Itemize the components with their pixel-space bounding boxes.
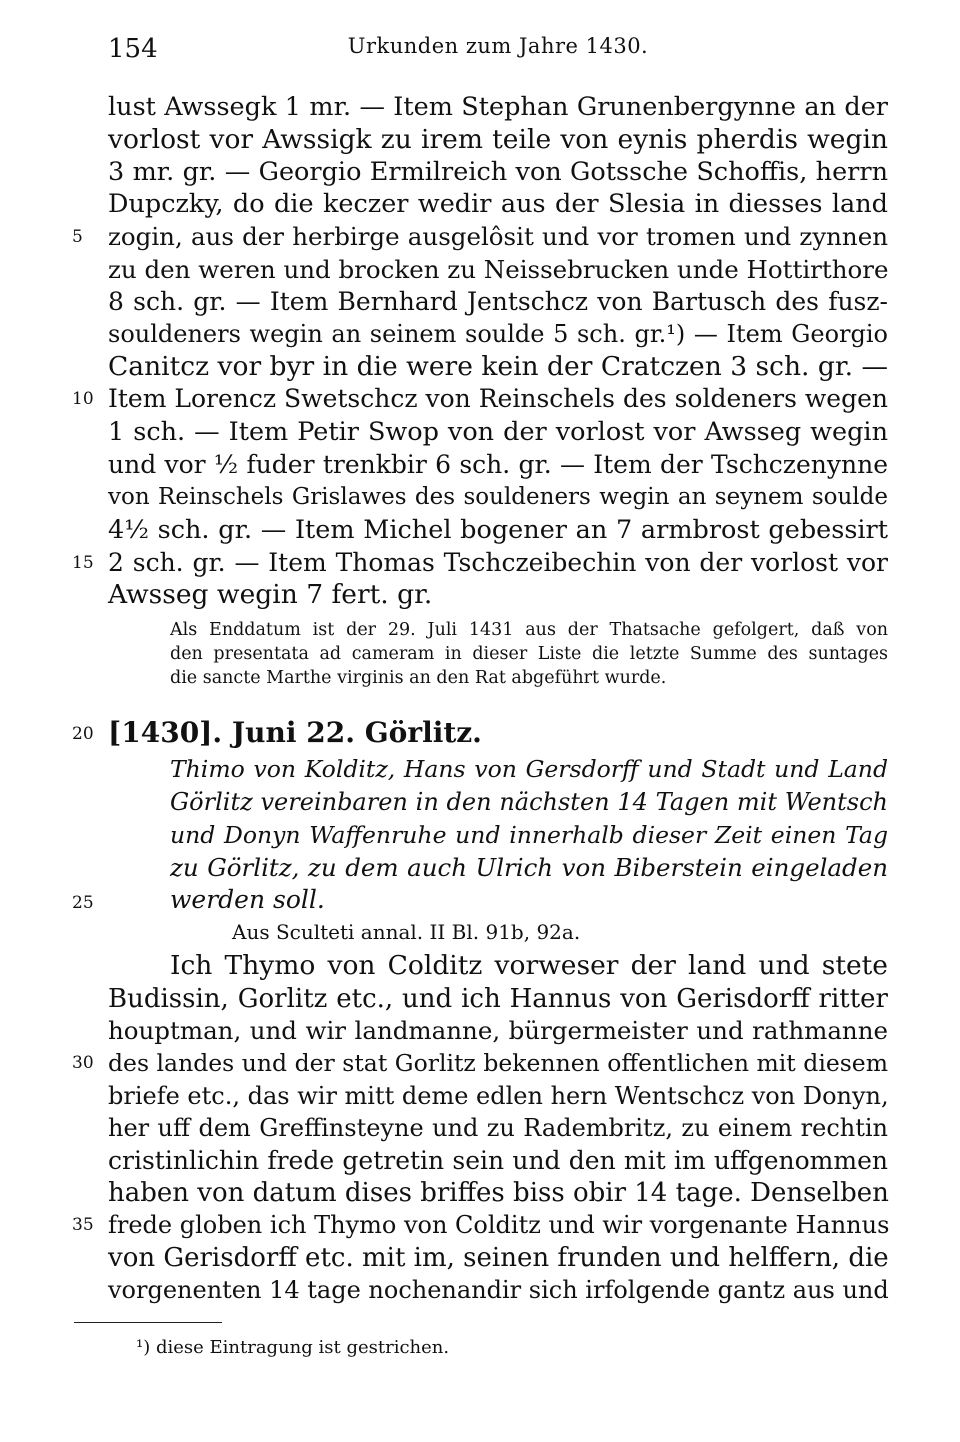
- document-line: Budissin, Gorlitz etc., und ich Hannus von Gerisdorff ritter: [108, 984, 888, 1014]
- line-number: 30: [72, 1053, 94, 1073]
- entry-heading: [1430]. Juni 22. Görlitz.: [108, 716, 482, 749]
- body-line: souldeners wegin an seinem soulde 5 sch. gr.¹) — Item Georgio: [108, 320, 888, 348]
- body-line: von Reinschels Grislawes des souldeners wegin an seynem soulde: [108, 484, 888, 510]
- line-number: 5: [72, 227, 83, 247]
- body-line: 2 sch. gr. — Item Thomas Tschczeibechin von der vorlost vor: [108, 548, 888, 577]
- document-line: frede globen ich Thymo von Colditz und wir vorgenante Hannus: [108, 1211, 890, 1239]
- document-line: cristinlichin frede getretin sein und den mit im uffgenommen: [108, 1146, 888, 1175]
- document-line: Ich Thymo von Colditz vorweser der land und stete: [170, 950, 888, 981]
- body-line: vorlost vor Awssigk zu irem teile von eynis pherdis wegin: [108, 124, 888, 155]
- line-number: 10: [72, 389, 94, 409]
- source-reference: Aus Sculteti annal. II Bl. 91b, 92a.: [232, 920, 581, 944]
- document-line: des landes und der stat Gorlitz bekennen offentlichen mit diesem: [108, 1049, 888, 1077]
- summary-line: Görlitz vereinbaren in den nächsten 14 Tagen mit Wentsch: [170, 788, 888, 816]
- document-line: houptman, und wir landmanne, bürgermeister und rathmanne: [108, 1016, 888, 1045]
- editorial-note-line: Als Enddatum ist der 29. Juli 1431 aus der Thatsache gefolgert, daß von: [170, 620, 888, 640]
- body-line: Item Lorencz Swetschcz von Reinschels des soldeners wegen: [108, 384, 888, 413]
- body-line: Awsseg wegin 7 fert. gr.: [108, 579, 433, 610]
- document-line: vorgenenten 14 tage nochenandir sich irfolgende gantz aus und: [108, 1276, 889, 1304]
- document-line: briefe etc., das wir mitt deme edlen hern Wentschcz von Donyn,: [108, 1082, 889, 1110]
- running-title: Urkunden zum Jahre 1430.: [347, 34, 649, 58]
- footnote-rule: [74, 1322, 222, 1323]
- line-number: 20: [72, 724, 94, 744]
- footnote: ¹) diese Eintragung ist gestrichen.: [136, 1337, 450, 1358]
- body-line: zogin, aus der herbirge ausgelôsit und vor tromen und zynnen: [108, 222, 888, 251]
- body-line: 1 sch. — Item Petir Swop von der vorlost vor Awsseg wegin: [108, 417, 888, 447]
- summary-line: zu Görlitz, zu dem auch Ulrich von Biberstein eingeladen: [170, 853, 888, 882]
- body-line: Dupczky, do die keczer wedir aus der Slesia in diesses land: [108, 189, 888, 219]
- summary-line: Thimo von Kolditz, Hans von Gersdorff und Stadt und Land: [170, 755, 888, 783]
- summary-line: und Donyn Waffenruhe und innerhalb dieser Zeit einen Tag: [170, 821, 888, 849]
- document-line: von Gerisdorff etc. mit im, seinen frunden und helffern, die: [108, 1243, 889, 1273]
- body-line: zu den weren und brocken zu Neissebrucken unde Hottirthore: [108, 255, 889, 284]
- document-line: haben von datum dises briffes biss obir 14 tage. Denselben: [108, 1178, 889, 1208]
- document-line: her uff dem Greffinsteyne und zu Radembritz, zu einem rechtin: [108, 1114, 888, 1142]
- body-line: 3 mr. gr. — Georgio Ermilreich von Gotssche Schoffis, herrn: [108, 157, 888, 187]
- summary-line: werden soll.: [170, 885, 325, 914]
- line-number: 35: [72, 1215, 94, 1235]
- editorial-note-line: die sancte Marthe virginis an den Rat abgeführt wurde.: [170, 668, 667, 688]
- body-line: 8 sch. gr. — Item Bernhard Jentschcz von Bartusch des fusz-: [108, 287, 888, 316]
- body-line: Canitcz vor byr in die were kein der Cratczen 3 sch. gr. —: [108, 351, 888, 382]
- body-line: und vor ½ fuder trenkbir 6 sch. gr. — Item der Tschczenynne: [108, 450, 888, 479]
- editorial-note-line: den presentata ad cameram in dieser Liste die letzte Summe des suntages: [170, 644, 888, 664]
- body-line: 4½ sch. gr. — Item Michel bogener an 7 armbrost gebessirt: [108, 515, 888, 545]
- line-number: 25: [72, 893, 94, 913]
- line-number: 15: [72, 553, 94, 573]
- page-number: 154: [108, 34, 158, 64]
- page-header: [108, 34, 888, 68]
- body-line: lust Awssegk 1 mr. — Item Stephan Grunenbergynne an der: [108, 92, 888, 122]
